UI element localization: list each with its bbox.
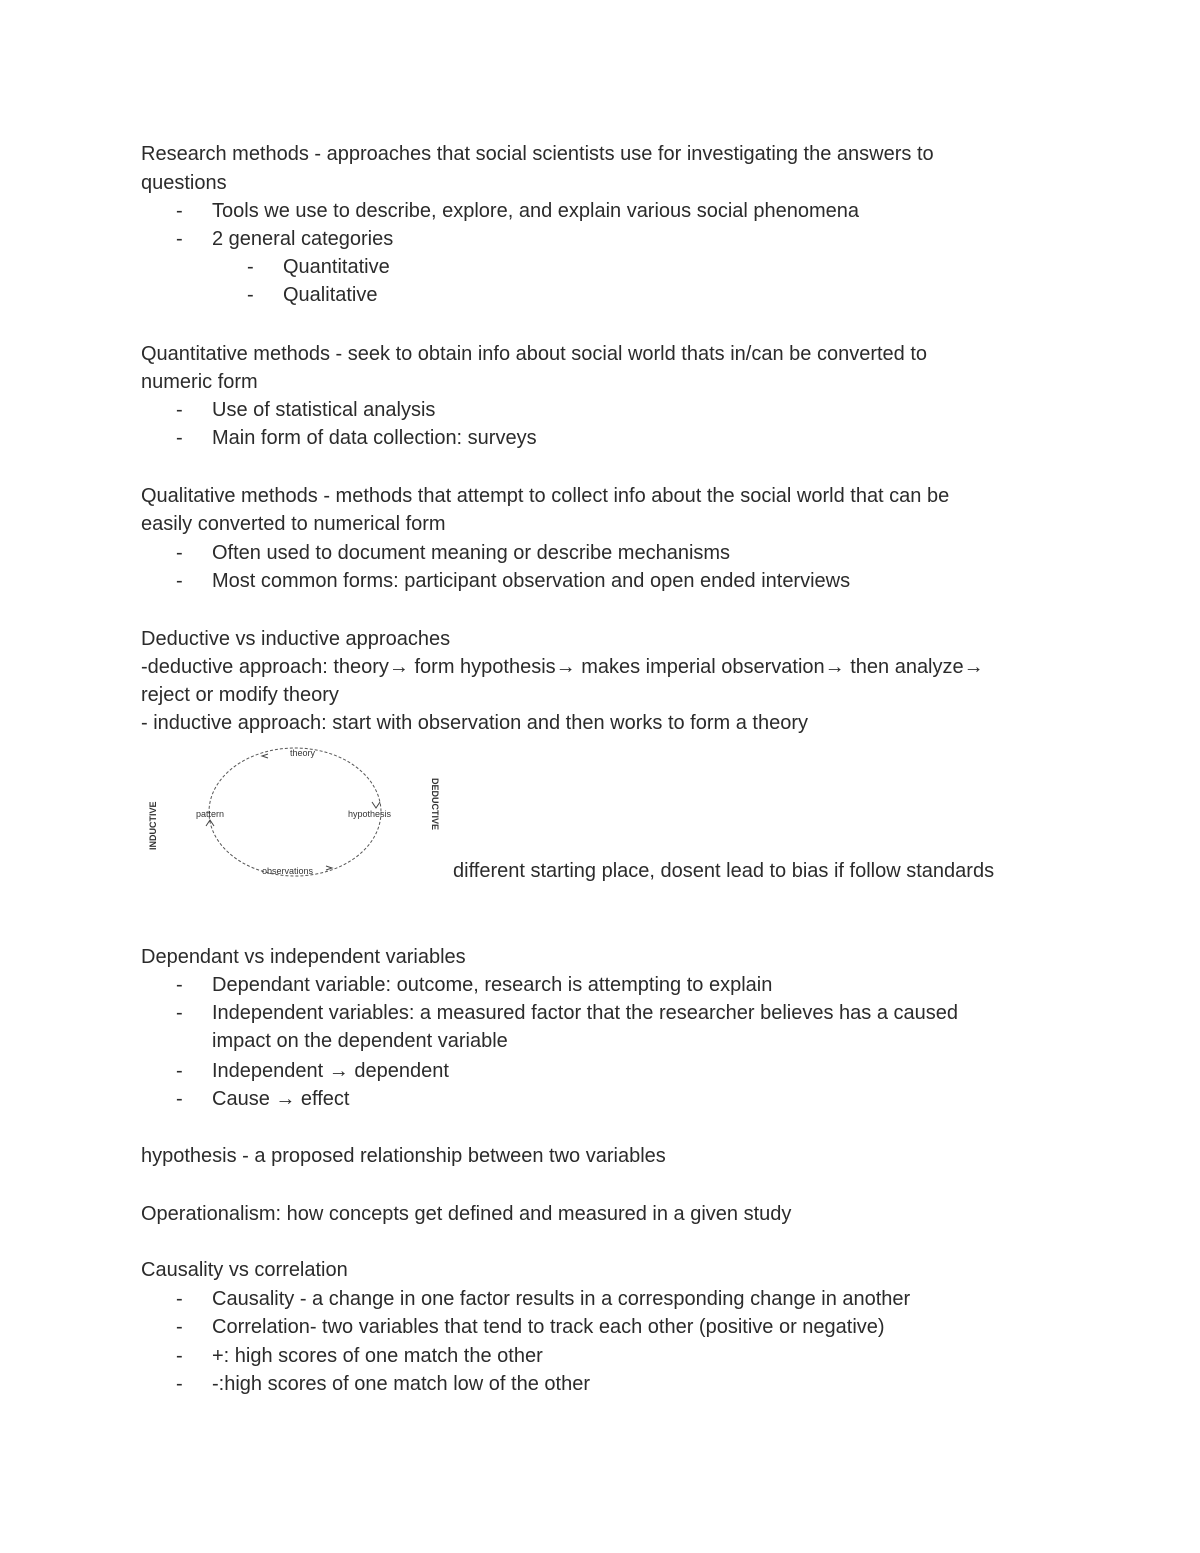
diagram-label-hypothesis: hypothesis xyxy=(348,809,392,819)
research-methods-line2: questions xyxy=(141,172,227,194)
qualitative-line2: easily converted to numerical form xyxy=(141,513,446,535)
list-item-text: -:high scores of one match low of the other xyxy=(212,1373,590,1395)
diagram-label-theory: theory xyxy=(290,748,316,758)
list-item-text: Correlation- two variables that tend to track each other (positive or negative) xyxy=(212,1316,885,1338)
arrow-icon xyxy=(372,802,380,808)
bullet-dash: - xyxy=(176,1316,183,1338)
list-item-text: +: high scores of one match the other xyxy=(212,1345,543,1367)
diagram-caption: different starting place, dosent lead to bias if follow standards xyxy=(453,860,995,882)
bullet-dash: - xyxy=(176,1373,183,1395)
list-item-text: Main form of data collection: surveys xyxy=(212,427,537,449)
operationalism-line: Operationalism: how concepts get defined and measured in a given study xyxy=(141,1203,792,1225)
inductive-line: - inductive approach: start with observation and then works to form a theory xyxy=(141,712,809,734)
deductive-inductive-cycle-diagram xyxy=(140,742,450,882)
qualitative-line1: Qualitative methods - methods that attempt to collect info about the social world that can be xyxy=(141,485,950,507)
list-item-continuation: impact on the dependent variable xyxy=(212,1030,508,1052)
arrow-icon xyxy=(326,866,332,870)
diagram-side-label-deductive: DEDUCTIVE xyxy=(430,778,440,831)
bullet-dash: - xyxy=(176,228,183,250)
bullet-dash: - xyxy=(176,1060,183,1082)
list-item-text: Independent → dependent xyxy=(212,1060,449,1082)
variables-heading: Dependant vs independent variables xyxy=(141,946,466,968)
bullet-dash: - xyxy=(176,974,183,996)
bullet-dash: - xyxy=(176,399,183,421)
list-item-text: Often used to document meaning or describe mechanisms xyxy=(212,542,731,564)
diagram-label-pattern: pattern xyxy=(196,809,225,819)
deductive-line2: reject or modify theory xyxy=(141,684,339,706)
bullet-dash: - xyxy=(247,256,254,278)
list-item-text: Cause → effect xyxy=(212,1088,350,1110)
diagram-side-label-inductive: INDUCTIVE xyxy=(148,801,158,850)
quantitative-line2: numeric form xyxy=(141,371,258,393)
diagram-label-observations: observations xyxy=(262,866,314,876)
bullet-dash: - xyxy=(176,1088,183,1110)
list-item-text: Dependant variable: outcome, research is attempting to explain xyxy=(212,974,773,996)
list-item-text: Causality - a change in one factor results in a corresponding change in another xyxy=(212,1288,911,1310)
causality-heading: Causality vs correlation xyxy=(141,1259,348,1281)
list-item-text: Tools we use to describe, explore, and explain various social phenomena xyxy=(212,200,860,222)
bullet-dash: - xyxy=(176,427,183,449)
quantitative-line1: Quantitative methods - seek to obtain info about social world thats in/can be converted to xyxy=(141,343,928,365)
list-item-text: Qualitative xyxy=(283,284,378,306)
list-item-text: Most common forms: participant observation and open ended interviews xyxy=(212,570,851,592)
bullet-dash: - xyxy=(176,570,183,592)
deductive-heading: Deductive vs inductive approaches xyxy=(141,628,451,650)
list-item-text: Independent variables: a measured factor that the researcher believes has a caused xyxy=(212,1002,959,1024)
deductive-line1: -deductive approach: theory→ form hypothesis→ makes imperial observation→ then analyze→ xyxy=(141,656,984,678)
list-item-text: Use of statistical analysis xyxy=(212,399,436,421)
bullet-dash: - xyxy=(176,1002,183,1024)
hypothesis-line: hypothesis - a proposed relationship between two variables xyxy=(141,1145,666,1167)
bullet-dash: - xyxy=(247,284,254,306)
bullet-dash: - xyxy=(176,542,183,564)
research-methods-line1: Research methods - approaches that social scientists use for investigating the answers to xyxy=(141,143,934,165)
bullet-dash: - xyxy=(176,1345,183,1367)
bullet-dash: - xyxy=(176,1288,183,1310)
list-item-text: 2 general categories xyxy=(212,228,394,250)
list-item-text: Quantitative xyxy=(283,256,390,278)
bullet-dash: - xyxy=(176,200,183,222)
arrow-icon xyxy=(262,754,268,758)
